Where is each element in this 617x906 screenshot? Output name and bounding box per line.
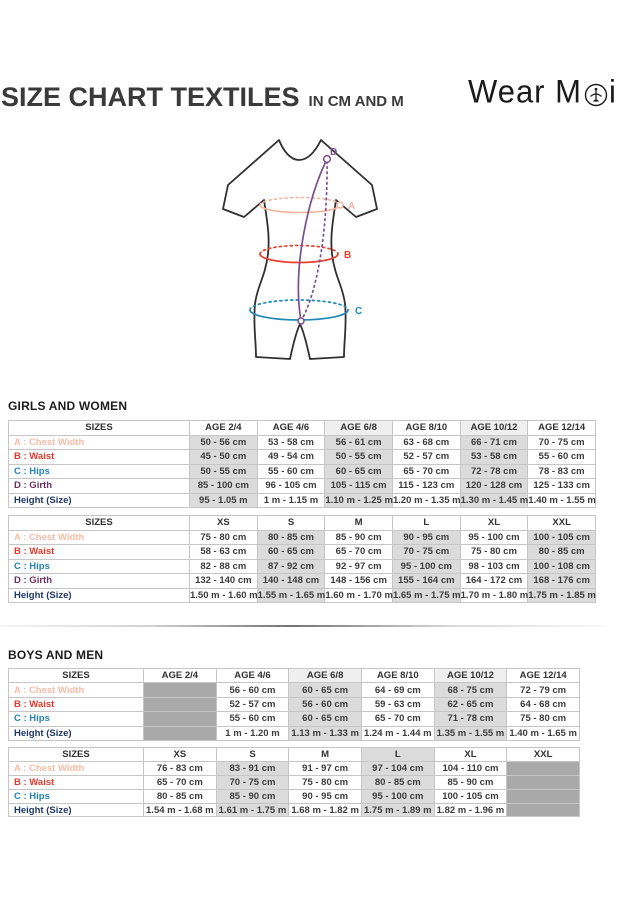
measurement-row-label: D : Girth [9,479,190,494]
size-value-cell: 1.13 m - 1.33 m [289,726,362,740]
size-value-cell: 53 - 58 cm [257,435,325,450]
size-column-header: AGE 8/10 [392,421,460,436]
measurement-row-label: D : Girth [9,574,190,589]
size-value-cell: 63 - 68 cm [392,435,460,450]
size-value-cell: 52 - 57 cm [392,450,460,465]
page-break-divider [0,625,604,627]
size-value-cell [144,683,217,697]
body-measurement-diagram [180,128,420,380]
size-value-cell: 1.75 m - 1.85 m [528,589,596,601]
size-value-cell: 60 - 65 cm [289,683,362,697]
torso-outline [223,140,377,359]
size-column-header: AGE 10/12 [460,421,528,436]
size-value-cell: 95 - 100 cm [392,559,460,574]
size-column-header: L [392,516,460,531]
section-title-boys-men: BOYS AND MEN [8,648,104,662]
size-column-header: AGE 12/14 [528,421,596,436]
size-value-cell [507,761,580,775]
size-column-header: AGE 2/4 [144,669,217,683]
size-value-cell [144,697,217,711]
chest-label: A [348,201,356,212]
measurement-row-label: Height (Size) [9,726,144,740]
size-value-cell: 56 - 61 cm [325,435,393,450]
size-value-cell: 148 - 156 cm [325,574,393,589]
size-column-header: S [216,748,289,762]
size-value-cell [507,789,580,803]
measurement-row-label: C : Hips [9,789,144,803]
size-value-cell: 78 - 83 cm [528,464,596,479]
size-value-cell: 82 - 88 cm [190,559,258,574]
size-column-header: L [361,748,434,762]
size-value-cell: 1.40 m - 1.55 m [528,494,596,506]
size-column-header: AGE 4/6 [216,669,289,683]
page-subtitle: IN CM AND M [308,93,404,110]
girth-label: D [330,147,338,158]
size-value-cell: 65 - 70 cm [392,464,460,479]
size-value-cell: 1.60 m - 1.70 m [325,589,393,601]
size-value-cell: 140 - 148 cm [257,574,325,589]
size-value-cell: 1.55 m - 1.65 m [257,589,326,601]
size-value-cell: 72 - 79 cm [507,683,580,697]
page-title: SIZE CHART TEXTILES [1,82,300,112]
size-value-cell: 83 - 91 cm [216,761,289,775]
size-value-cell: 75 - 80 cm [190,530,258,545]
size-value-cell: 50 - 56 cm [190,435,258,450]
size-column-header: AGE 6/8 [289,669,362,683]
size-value-cell: 56 - 60 cm [289,697,362,711]
size-value-cell: 1.50 m - 1.60 m [190,589,258,601]
size-value-cell: 58 - 63 cm [190,545,258,560]
size-value-cell: 92 - 97 cm [325,559,393,574]
size-value-cell: 71 - 78 cm [434,712,507,726]
size-column-header: XS [190,516,258,531]
brand-text-suffix: i [608,73,617,110]
measurement-row-label: A : Chest Width [9,683,144,697]
size-value-cell: 45 - 50 cm [190,450,258,465]
size-value-cell: 1.35 m - 1.55 m [434,726,507,740]
brand-dancer-icon [584,83,608,107]
measurement-row-label: B : Waist [9,775,144,789]
size-value-cell: 60 - 65 cm [325,464,393,479]
measurement-row-label: Height (Size) [9,493,190,508]
size-value-cell: 1 m - 1.15 m [257,493,325,508]
size-value-cell: 120 - 128 cm [460,479,528,494]
size-column-header: XL [434,748,507,762]
size-value-cell: 1.30 m - 1.45 m [460,494,529,506]
measurement-row-label: C : Hips [9,559,190,574]
size-value-cell: 49 - 54 cm [257,450,325,465]
size-value-cell: 80 - 85 cm [528,545,596,560]
waist-measure-line [260,246,351,263]
size-value-cell: 59 - 63 cm [361,697,434,711]
boys-men-age-table [8,668,580,741]
size-column-header: S [257,516,325,531]
size-value-cell: 1.70 m - 1.80 m [460,589,529,601]
size-value-cell: 87 - 92 cm [257,559,325,574]
hips-label: C [355,306,363,317]
size-column-header: AGE 10/12 [434,669,507,683]
size-column-header: XXL [528,516,596,531]
size-column-header: AGE 4/6 [257,421,325,436]
boys-men-sizes-table [8,747,580,817]
size-value-cell: 1.65 m - 1.75 m [392,589,461,601]
size-value-cell: 85 - 100 cm [190,479,258,494]
size-value-cell: 50 - 55 cm [325,450,393,465]
size-value-cell: 100 - 105 cm [434,789,507,803]
size-value-cell: 155 - 164 cm [392,574,460,589]
size-column-header: AGE 6/8 [325,421,393,436]
size-value-cell: 55 - 60 cm [528,450,596,465]
measurement-row-label: A : Chest Width [9,435,190,450]
size-value-cell: 85 - 90 cm [434,775,507,789]
size-value-cell: 97 - 104 cm [361,761,434,775]
size-value-cell: 76 - 83 cm [144,761,217,775]
sizes-column-header: SIZES [9,516,190,531]
size-value-cell: 1.40 m - 1.65 m [507,726,580,740]
size-value-cell: 98 - 103 cm [460,559,528,574]
size-value-cell: 70 - 75 cm [392,545,460,560]
size-value-cell: 68 - 75 cm [434,683,507,697]
size-value-cell: 70 - 75 cm [216,775,289,789]
girls-women-sizes-table [8,515,596,603]
chest-ring-marker [337,202,343,208]
measurement-row-label: A : Chest Width [9,530,190,545]
size-value-cell: 85 - 90 cm [216,789,289,803]
sizes-column-header: SIZES [9,421,190,436]
size-value-cell: 70 - 75 cm [528,435,596,450]
size-value-cell: 1.75 m - 1.89 m [361,803,434,817]
page-header [1,82,404,113]
size-value-cell: 1.10 m - 1.25 m [325,494,393,506]
size-value-cell: 115 - 123 cm [392,479,460,494]
measurement-row-label: A : Chest Width [9,761,144,775]
size-value-cell: 95 - 1.05 m [190,493,258,508]
size-value-cell: 56 - 60 cm [216,683,289,697]
measurement-row-label: C : Hips [9,464,190,479]
size-value-cell: 164 - 172 cm [460,574,528,589]
size-value-cell: 1 m - 1.20 m [216,726,289,740]
size-column-header: AGE 2/4 [190,421,258,436]
size-value-cell [507,803,580,817]
size-value-cell: 168 - 176 cm [528,574,596,589]
size-value-cell: 60 - 65 cm [289,712,362,726]
section-title-girls-women: GIRLS AND WOMEN [8,399,128,413]
girth-bottom-ring [298,318,304,324]
size-value-cell: 1.54 m - 1.68 m [144,803,217,817]
size-value-cell [144,712,217,726]
size-value-cell: 100 - 105 cm [528,530,596,545]
size-value-cell: 105 - 115 cm [325,479,393,494]
size-column-header: XL [460,516,528,531]
measurement-row-label: B : Waist [9,545,190,560]
size-value-cell: 95 - 100 cm [460,530,528,545]
size-value-cell: 90 - 95 cm [392,530,460,545]
size-value-cell: 132 - 140 cm [190,574,258,589]
size-value-cell: 104 - 110 cm [434,761,507,775]
size-value-cell: 65 - 70 cm [361,712,434,726]
size-column-header: AGE 8/10 [361,669,434,683]
chest-measure-line [260,198,355,213]
size-value-cell [507,775,580,789]
size-value-cell: 65 - 70 cm [325,545,393,560]
size-value-cell: 1.24 m - 1.44 m [361,726,434,740]
measurement-row-label: Height (Size) [9,588,190,603]
size-value-cell: 125 - 133 cm [528,479,596,494]
size-value-cell: 96 - 105 cm [257,479,325,494]
size-value-cell: 1.82 m - 1.96 m [434,803,507,817]
size-column-header: M [289,748,362,762]
brand-text-prefix: Wear M [468,73,582,110]
size-value-cell: 53 - 58 cm [460,450,528,465]
waist-label: B [344,250,352,261]
size-value-cell: 90 - 95 cm [289,789,362,803]
size-value-cell: 75 - 80 cm [289,775,362,789]
size-value-cell: 72 - 78 cm [460,464,528,479]
size-value-cell: 52 - 57 cm [216,697,289,711]
size-value-cell: 62 - 65 cm [434,697,507,711]
size-value-cell: 55 - 60 cm [216,712,289,726]
size-value-cell: 65 - 70 cm [144,775,217,789]
size-value-cell: 95 - 100 cm [361,789,434,803]
measurement-row-label: Height (Size) [9,803,144,817]
size-value-cell [144,726,217,740]
size-value-cell: 64 - 68 cm [507,697,580,711]
measurement-row-label: B : Waist [9,450,190,465]
size-value-cell: 55 - 60 cm [257,464,325,479]
size-value-cell: 60 - 65 cm [257,545,325,560]
measurement-row-label: C : Hips [9,712,144,726]
brand-logo [468,74,617,110]
size-value-cell: 50 - 55 cm [190,464,258,479]
size-value-cell: 1.68 m - 1.82 m [289,803,362,817]
size-column-header: AGE 12/14 [507,669,580,683]
sizes-column-header: SIZES [9,669,144,683]
measurement-row-label: B : Waist [9,697,144,711]
size-value-cell: 75 - 80 cm [507,712,580,726]
size-column-header: XS [144,748,217,762]
girls-women-age-table [8,420,596,508]
size-value-cell: 1.20 m - 1.35 m [392,494,461,506]
size-value-cell: 66 - 71 cm [460,435,528,450]
sizes-column-header: SIZES [9,748,144,762]
size-value-cell: 85 - 90 cm [325,530,393,545]
size-value-cell: 91 - 97 cm [289,761,362,775]
size-value-cell: 80 - 85 cm [361,775,434,789]
size-value-cell: 64 - 69 cm [361,683,434,697]
size-column-header: XXL [507,748,580,762]
size-value-cell: 1.61 m - 1.75 m [216,803,289,817]
size-value-cell: 80 - 85 cm [144,789,217,803]
size-value-cell: 75 - 80 cm [460,545,528,560]
size-value-cell: 100 - 108 cm [528,559,596,574]
size-value-cell: 80 - 85 cm [257,530,325,545]
size-column-header: M [325,516,393,531]
